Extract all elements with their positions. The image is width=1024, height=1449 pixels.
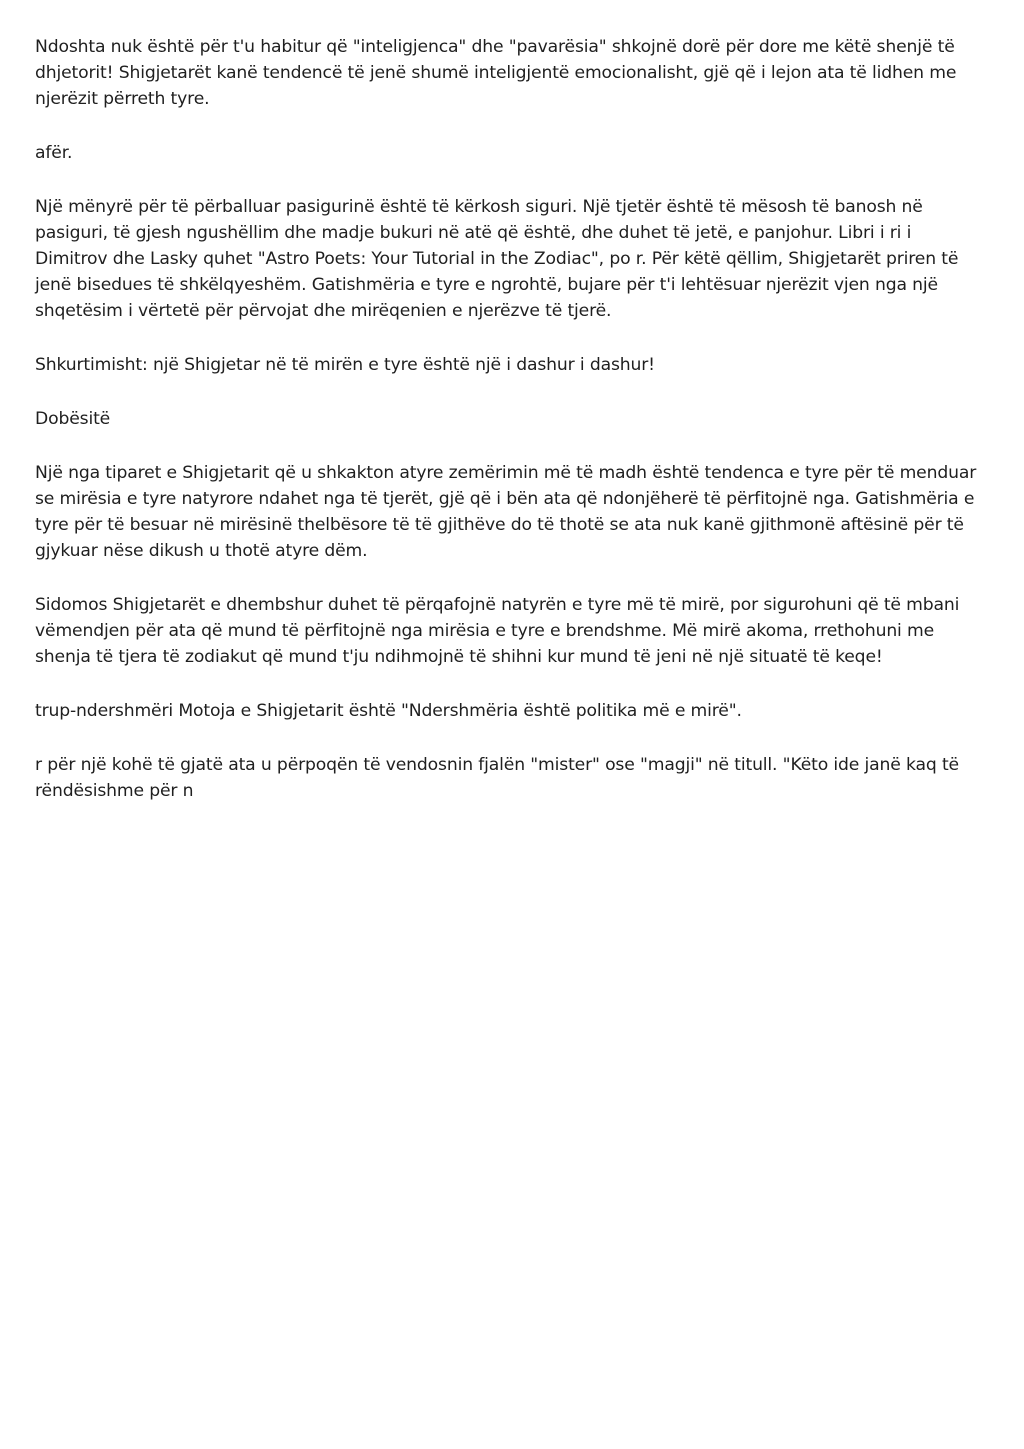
paragraph-truncated: r për një kohë të gjatë ata u përpoqën të vendosnin fjalën "mister" ose "magji" në titull. "Këto ide janë kaq të rëndësishme për n xyxy=(35,755,959,801)
paragraph-uncertainty: Një mënyrë për të përballuar pasigurinë është të kërkosh siguri. Një tjetër është të mësosh të banosh në pasiguri, të gjesh ngushëllim dhe madje bukuri në atë që është, dhe duhet të jetë, e panjohur. Libri i ri i Dimitrov dhe Lasky quhet "Astro Poets: Your Tutorial in the Zodiac", po r. Për këtë qëllim, Shigjetarët priren të jenë bisedues të shkëlqyeshëm. Gatishmëria e tyre e ngrohtë, bujare për t'i lehtësuar njerëzit vjen nga një shqetësim i vërtetë për përvojat dhe mirëqenien e njerëzve të tjerë. xyxy=(35,197,959,321)
paragraph-compassionate: Sidomos Shigjetarët e dhembshur duhet të përqafojnë natyrën e tyre më të mirë, por sigurohuni që të mbani vëmendjen për ata që mund të përfitojnë nga mirësia e tyre e brendshme. Më mirë akoma, rrethohuni me shenja të tjera të zodiakut që mund t'ju ndihmojnë të shihni kur mund të jeni në një situatë të keqe! xyxy=(35,595,960,667)
section-heading-weaknesses: Dobësitë xyxy=(35,409,111,429)
document-body xyxy=(35,34,985,832)
paragraph-motto: trup-ndershmëri Motoja e Shigjetarit është "Ndershmëria është politika më e mirë". xyxy=(35,701,742,721)
paragraph-intelligence: Ndoshta nuk është për t'u habitur që "inteligjenca" dhe "pavarësia" shkojnë dorë për dore me këtë shenjë të dhjetorit! Shigjetarët kanë tendencë të jenë shumë inteligjentë emocionalisht, gjë që i lejon ata të lidhen me njerëzit përreth tyre. xyxy=(35,37,957,109)
paragraph-summary: Shkurtimisht: një Shigjetar në të mirën e tyre është një i dashur i dashur! xyxy=(35,355,655,375)
paragraph-weakness-trait: Një nga tiparet e Shigjetarit që u shkakton atyre zemërimin më të madh është tendenca e tyre për të menduar se mirësia e tyre natyrore ndahet nga të tjerët, gjë që i bën ata që ndonjëherë të përfitojnë nga. Gatishmëria e tyre për të besuar në mirësinë thelbësore të të gjithëve do të thotë se ata nuk kanë gjithmonë aftësinë për të gjykuar nëse dikush u thotë atyre dëm. xyxy=(35,463,977,561)
paragraph-fragment-afer: afër. xyxy=(35,143,73,163)
